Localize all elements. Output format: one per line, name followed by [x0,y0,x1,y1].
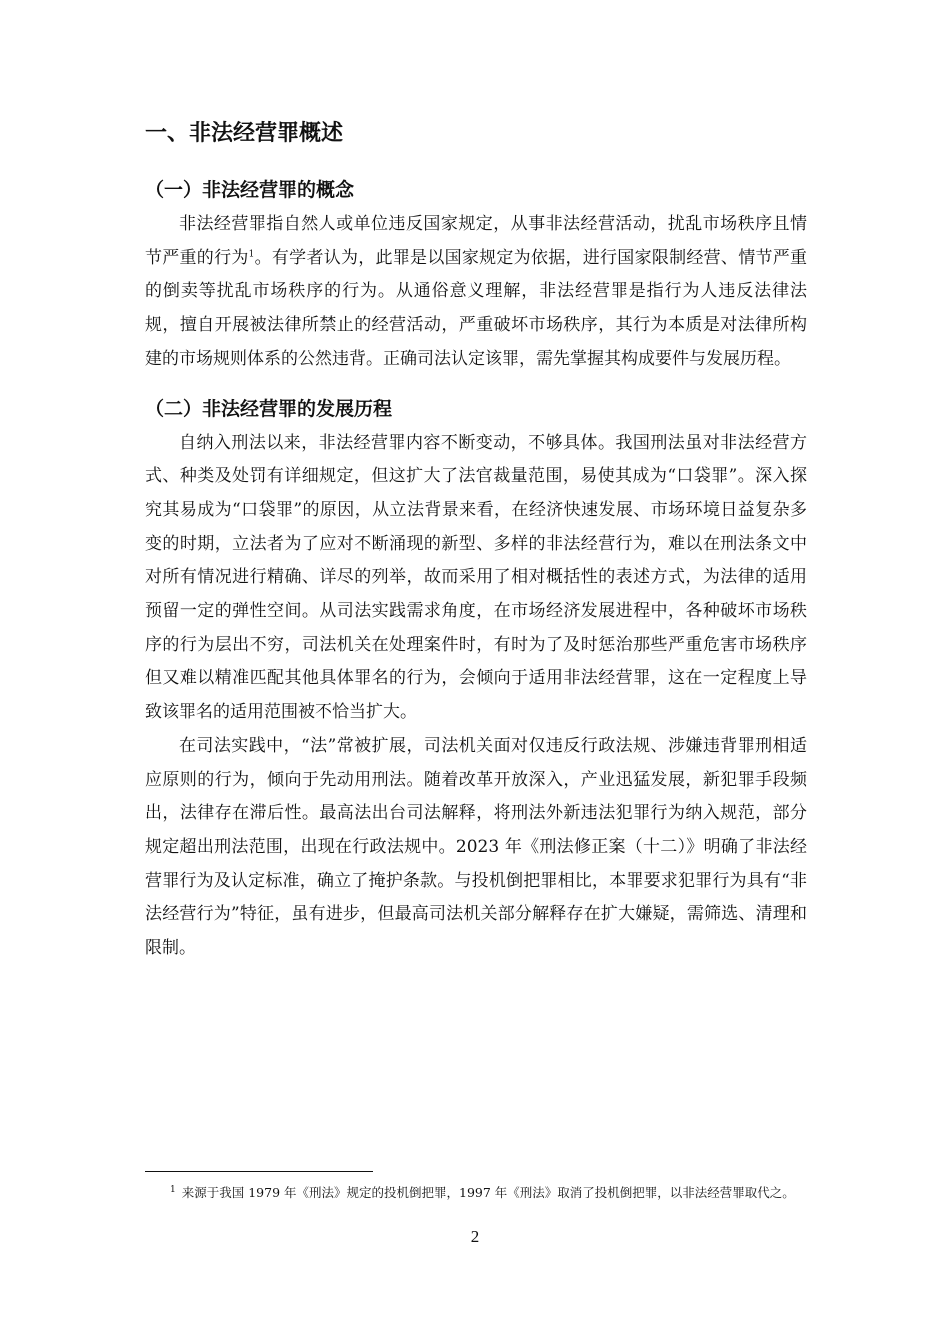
concept-text-part2: 。有学者认为，此罪是以国家规定为依据，进行国家限制经营、情节严重的倒卖等扰乱市场秩序的行为。从通俗意义理解，非法经营罪是指行为人违反法律法规，擅自开展被法律所禁止的经营活动，严重破坏市场秩序，其行为本质是对法律所构建的市场规则体系的公然违背。正确司法认定该罪，需先掌握其构成要件与发展历程。 [145,247,808,369]
section-heading-concept: （一）非法经营罪的概念 [145,179,355,201]
footnote-marker: 1 [170,1184,176,1195]
concept-paragraph [145,208,807,377]
footnote-text: 来源于我国 1979 年《刑法》规定的投机倒把罪，1997 年《刑法》取消了投机倒把罪，以非法经营罪取代之。 [181,1185,795,1200]
document-body [145,110,807,966]
history-paragraph-2: 在司法实践中，“法”常被扩展，司法机关面对仅违反行政法规、涉嫌违背罪刑相适应原则的行为，倾向于先动用刑法。随着改革开放深入，产业迅猛发展，新犯罪手段频出，法律存在滞后性。最高法出台司法解释，将刑法外新违法犯罪行为纳入规范，部分规定超出刑法范围，出现在行政法规中。2023 年《刑法修正案（十二）》明确了非法经营罪行为及认定标准，确立了掩护条款。与投机倒把罪相比，本罪要求犯罪行为具有“非法经营行为”特征，虽有进步，但最高司法机关部分解释存在扩大嫌疑，需筛选、清理和限制。 [145,735,807,959]
section-heading-history: （二）非法经营罪的发展历程 [145,397,393,420]
chapter-heading: 一、非法经营罪概述 [145,121,344,146]
footnote [145,1181,807,1205]
footnote-separator [145,1171,373,1172]
history-paragraph-1: 自纳入刑法以来，非法经营罪内容不断变动，不够具体。我国刑法虽对非法经营方式、种类及处罚有详细规定，但这扩大了法官裁量范围，易使其成为“口袋罪”。深入探究其易成为“口袋罪”的原因，从立法背景来看，在经济快速发展、市场环境日益复杂多变的时期，立法者为了应对不断涌现的新型、多样的非法经营行为，难以在刑法条文中对所有情况进行精确、详尽的列举，故而采用了相对概括性的表述方式，为法律的适用预留一定的弹性空间。从司法实践需求角度，在市场经济发展进程中，各种破坏市场秩序的行为层出不穷，司法机关在处理案件时，有时为了及时惩治那些严重危害市场秩序但又难以精准匹配其他具体罪名的行为，会倾向于适用非法经营罪，这在一定程度上导致该罪名的适用范围被不恰当扩大。 [145,432,807,723]
footnote-reference[interactable]: 1 [248,249,255,260]
page-number: 2 [470,1227,480,1246]
concept-text-part1: 非法经营罪指自然人或单位违反国家规定，从事非法经营活动，扰乱市场秩序且情节严重的行为 [145,214,807,268]
